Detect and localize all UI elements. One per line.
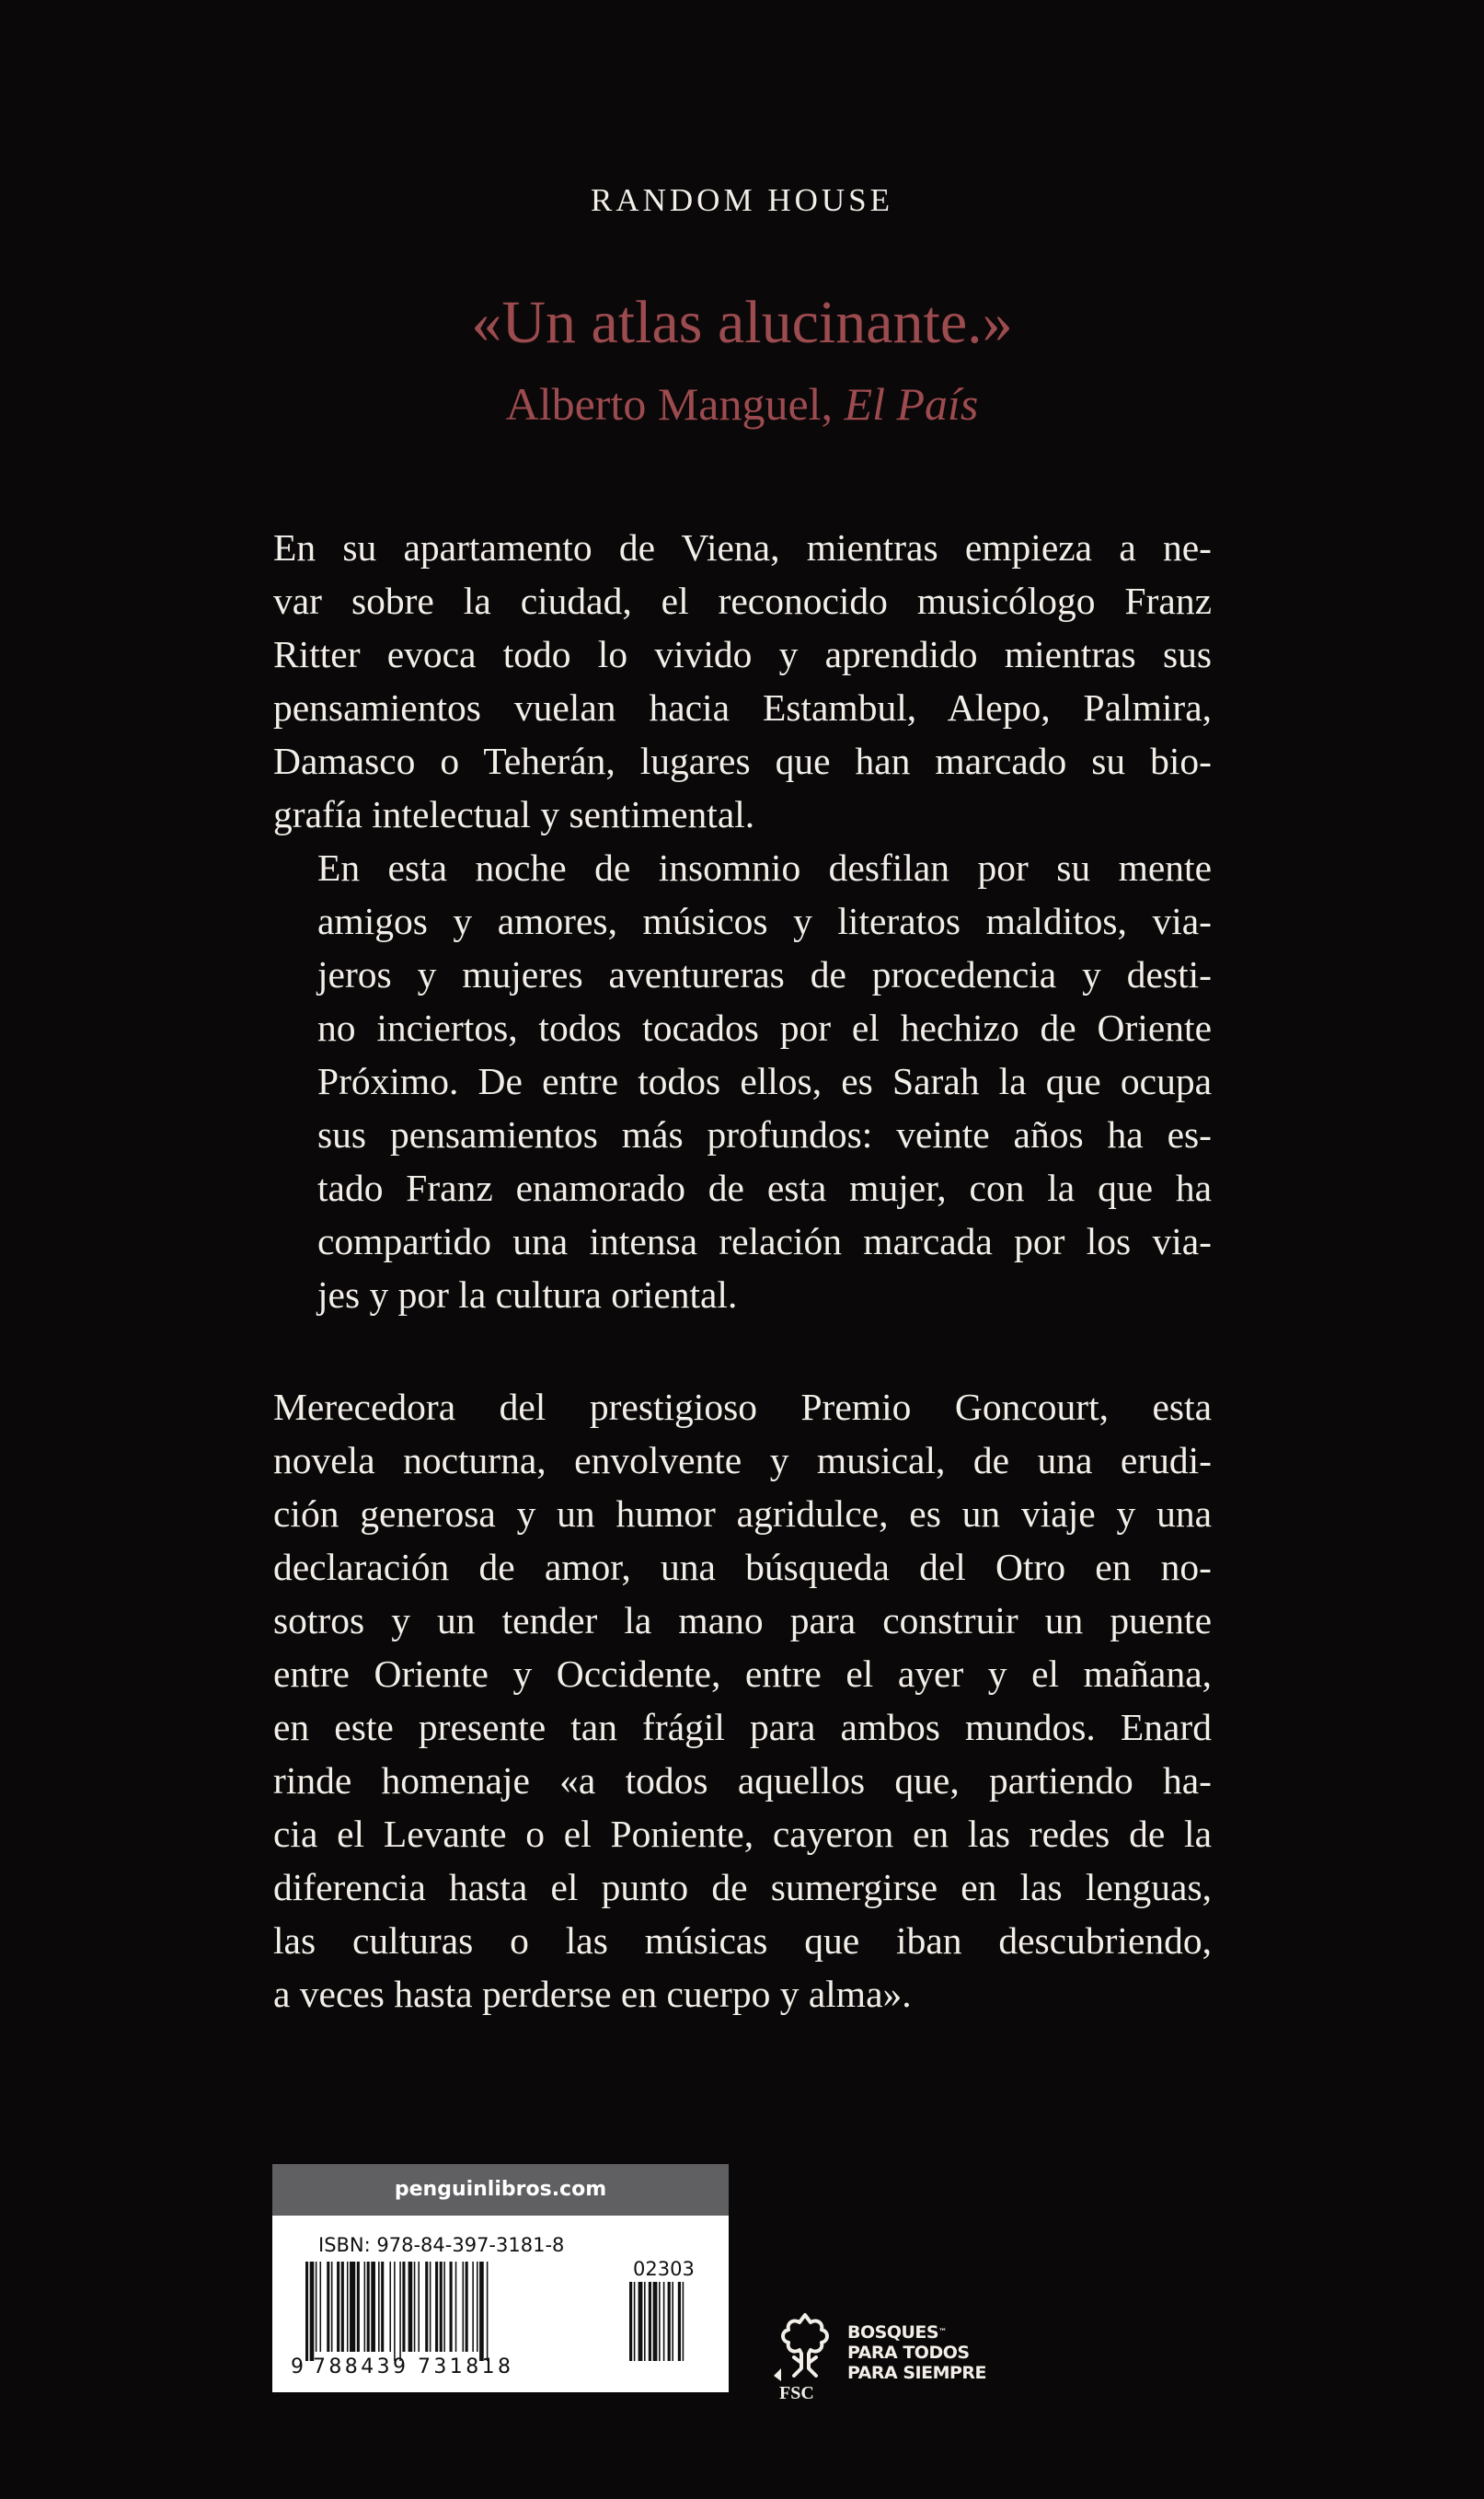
barcode-bar bbox=[337, 2262, 339, 2352]
barcode-bar bbox=[305, 2262, 308, 2361]
blurb-line: pensamientos vuelan hacia Estambul, Alepo, Palmira, bbox=[273, 686, 1212, 729]
blurb-block-2 bbox=[273, 1380, 1212, 2021]
barcode-bar bbox=[430, 2262, 431, 2352]
barcode-bar bbox=[350, 2262, 355, 2352]
barcode-bar bbox=[371, 2262, 375, 2352]
blurb-line: En esta noche de insomnio desfilan por su mente bbox=[317, 846, 1212, 889]
blurb-line: en este presente tan frágil para ambos mundos. Enard bbox=[273, 1706, 1212, 1748]
blurb-line: sus pensamientos más profundos: veinte años ha es- bbox=[317, 1113, 1212, 1156]
blurb-line: diferencia hasta el punto de sumergirse en las lenguas, bbox=[273, 1866, 1212, 1908]
fsc-label: FSC bbox=[779, 2383, 814, 2403]
barcode-bar bbox=[479, 2262, 484, 2361]
barcode-bar bbox=[367, 2262, 370, 2352]
quote-author: Alberto Manguel, bbox=[505, 378, 845, 430]
blurb-line: declaración de amor, una búsqueda del Otro en no- bbox=[273, 1546, 1212, 1588]
barcode-bar bbox=[418, 2262, 420, 2352]
barcode-bar bbox=[634, 2282, 636, 2361]
blurb-line: En su apartamento de Viena, mientras empieza a ne- bbox=[273, 526, 1212, 569]
barcode-bar bbox=[472, 2262, 474, 2352]
fsc-trademark: ™ bbox=[938, 2328, 947, 2337]
blurb-line: novela nocturna, envolvente y musical, de una erudi- bbox=[273, 1439, 1212, 1481]
barcode-bar bbox=[487, 2262, 489, 2361]
barcode-bar bbox=[463, 2262, 465, 2352]
barcode-bar bbox=[653, 2282, 658, 2361]
barcode-bar bbox=[357, 2262, 360, 2352]
isbn-label: ISBN: 978-84-397-3181-8 bbox=[318, 2234, 565, 2256]
barcode-bar bbox=[425, 2262, 428, 2352]
blurb-line: jeros y mujeres aventureras de procedencia y desti- bbox=[317, 953, 1212, 996]
fsc-tree-icon bbox=[768, 2309, 842, 2387]
barcode-addon-number: 02303 bbox=[633, 2258, 695, 2280]
blurb-line: cia el Levante o el Poniente, cayeron en las redes de la bbox=[273, 1813, 1212, 1855]
blurb-line: var sobre la ciudad, el reconocido musicólogo Franz bbox=[273, 580, 1212, 622]
barcode-bar bbox=[672, 2282, 673, 2361]
blurb-line: grafía intelectual y sentimental. bbox=[273, 793, 755, 835]
blurb-paragraph-3 bbox=[273, 1380, 1212, 2021]
blurb-line: compartido una intensa relación marcada por los via- bbox=[317, 1220, 1212, 1262]
barcode-bar bbox=[440, 2262, 443, 2352]
publisher-name: RANDOM HOUSE bbox=[591, 182, 893, 218]
blurb-line: las culturas o las músicas que iban descubriendo, bbox=[273, 1919, 1212, 1962]
barcode-panel bbox=[272, 2164, 729, 2392]
barcode-bar bbox=[381, 2262, 384, 2352]
barcode-bar bbox=[435, 2262, 438, 2352]
barcode-bar bbox=[394, 2262, 396, 2361]
blurb-line: rinde homenaje «a todos aquellos que, partiendo ha- bbox=[273, 1759, 1212, 1802]
barcode-bar bbox=[347, 2262, 349, 2352]
review-quote: «Un atlas alucinante.» bbox=[471, 289, 1013, 356]
barcode-bar bbox=[678, 2282, 681, 2361]
blurb-line: Merecedora del prestigioso Premio Goncourt, esta bbox=[273, 1386, 1212, 1428]
barcode-bar bbox=[341, 2262, 344, 2352]
blurb-paragraph-1 bbox=[273, 521, 1212, 841]
fsc-line-2: PARA TODOS bbox=[847, 2343, 970, 2363]
barcode-digit-first: 9 bbox=[291, 2355, 304, 2378]
blurb-line: amigos y amores, músicos y literatos malditos, via- bbox=[317, 900, 1212, 942]
blurb-block-1 bbox=[273, 521, 1212, 1321]
barcode-bar bbox=[327, 2262, 329, 2352]
barcode-bar bbox=[316, 2262, 317, 2352]
barcode-bar bbox=[310, 2262, 315, 2361]
blurb-paragraph-2 bbox=[273, 841, 1212, 1321]
blurb-line: ción generosa y un humor agridulce, es un viaje y una bbox=[273, 1492, 1212, 1535]
barcode-bar bbox=[331, 2262, 333, 2352]
blurb-line: jes y por la cultura oriental. bbox=[317, 1273, 738, 1316]
barcode-bar bbox=[668, 2282, 671, 2361]
blurb-line: Ritter evoca todo lo vivido y aprendido mientras sus bbox=[273, 633, 1212, 675]
barcode-bar bbox=[364, 2262, 366, 2352]
blurb-line: no inciertos, todos tocados por el hechizo de Oriente bbox=[317, 1007, 1212, 1049]
barcode-digits-right: 731818 bbox=[418, 2355, 514, 2378]
blurb-line: Damasco o Teherán, lugares que han marcado su bio- bbox=[273, 740, 1212, 782]
barcode-bar bbox=[408, 2262, 413, 2352]
barcode-bar bbox=[683, 2282, 684, 2361]
quote-attribution bbox=[0, 377, 1484, 431]
barcode-bar bbox=[663, 2282, 665, 2361]
fsc-line-3: PARA SIEMPRE bbox=[847, 2363, 987, 2383]
fsc-slogan bbox=[847, 2322, 986, 2383]
publisher-website: penguinlibros.com bbox=[272, 2164, 729, 2216]
blurb-line: entre Oriente y Occidente, entre el ayer y el mañana, bbox=[273, 1653, 1212, 1695]
blurb-line: a veces hasta perderse en cuerpo y alma». bbox=[273, 1973, 912, 2015]
blurb-line: sotros y un tender la mano para construir un puente bbox=[273, 1599, 1212, 1641]
barcode-bar bbox=[638, 2282, 643, 2361]
fsc-line-1: BOSQUES bbox=[847, 2322, 939, 2343]
barcode-bar bbox=[450, 2262, 453, 2352]
barcode-bar bbox=[477, 2262, 478, 2352]
barcode-bar bbox=[443, 2262, 445, 2352]
barcode-bar bbox=[649, 2282, 651, 2361]
barcode-bar bbox=[378, 2262, 380, 2352]
barcode-digits-left: 788439 bbox=[313, 2355, 409, 2378]
blurb-line: Próximo. De entre todos ellos, es Sarah la que ocupa bbox=[317, 1060, 1212, 1102]
barcode-bar bbox=[455, 2262, 457, 2352]
barcode-bar bbox=[659, 2282, 661, 2361]
barcode-bar bbox=[320, 2262, 322, 2352]
barcode-bar bbox=[466, 2262, 468, 2352]
barcode-bar bbox=[644, 2282, 646, 2361]
barcode-bar bbox=[402, 2262, 405, 2352]
blurb-line: tado Franz enamorado de esta mujer, con la que ha bbox=[317, 1167, 1212, 1209]
barcode-bar bbox=[399, 2262, 401, 2361]
barcode-bar bbox=[414, 2262, 416, 2352]
barcode-bar bbox=[629, 2282, 632, 2361]
quote-source: El País bbox=[844, 378, 979, 430]
fsc-logo bbox=[768, 2309, 1007, 2401]
barcode-bar bbox=[389, 2262, 391, 2352]
